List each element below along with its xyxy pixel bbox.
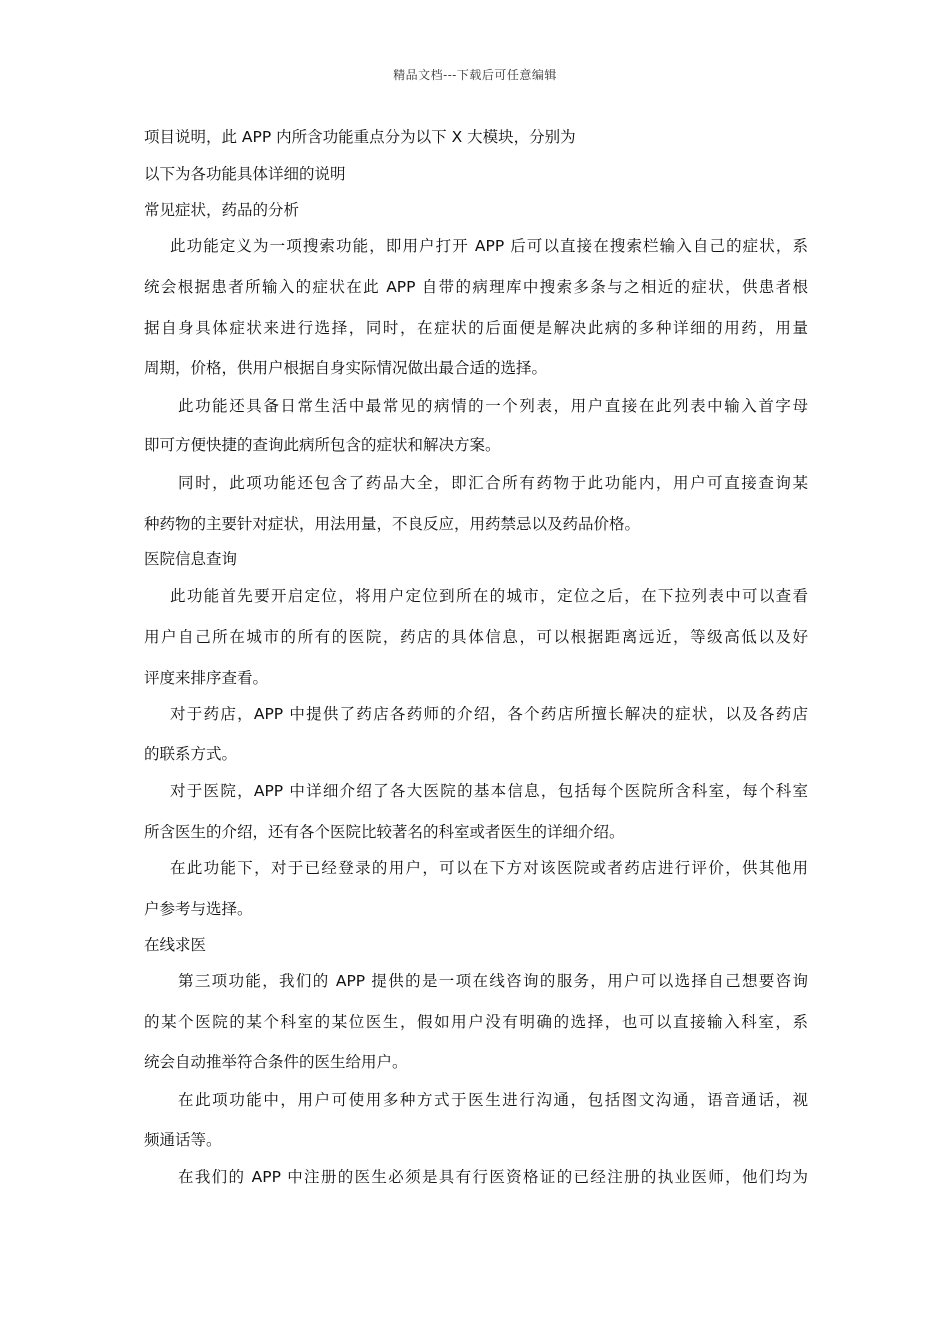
paragraph-line: 所含医生的介绍，还有各个医院比较著名的科室或者医生的详细介绍。: [144, 823, 625, 841]
paragraph-line: 此功能还具备日常生活中最常见的病情的一个列表，用户直接在此列表中输入首字母: [178, 397, 808, 415]
intro-subline: 以下为各功能具体详细的说明: [144, 165, 346, 183]
paragraph-line: 的联系方式。: [144, 745, 238, 763]
paragraph-line: 的某个医院的某个科室的某位医生，假如用户没有明确的选择，也可以直接输入科室，系: [144, 1013, 808, 1031]
section-heading: 在线求医: [144, 936, 207, 954]
section-heading: 常见症状，药品的分析: [144, 201, 300, 219]
paragraph-line: 统会根据患者所输入的症状在此 APP 自带的病理库中搜索多条与之相近的症状，供患者根: [144, 278, 808, 296]
page-header: 精品文档---下载后可任意编辑: [393, 68, 557, 82]
paragraph-line: 此功能首先要开启定位，将用户定位到所在的城市，定位之后，在下拉列表中可以查看: [170, 587, 808, 605]
paragraph-line: 评度来排序查看。: [144, 669, 269, 687]
paragraph-line: 同时，此项功能还包含了药品大全，即汇合所有药物于此功能内，用户可直接查询某: [178, 474, 808, 492]
paragraph-line: 频通话等。: [144, 1131, 222, 1149]
paragraph-line: 此功能定义为一项搜索功能，即用户打开 APP 后可以直接在搜索栏输入自己的症状，系: [170, 237, 808, 255]
paragraph-line: 对于医院，APP 中详细介绍了各大医院的基本信息，包括每个医院所含科室，每个科室: [170, 782, 808, 800]
section-heading: 医院信息查询: [144, 550, 238, 568]
paragraph-line: 在此项功能中，用户可使用多种方式于医生进行沟通，包括图文沟通，语音通话，视: [178, 1091, 808, 1109]
paragraph-line: 户参考与选择。: [144, 900, 253, 918]
paragraph-line: 在我们的 APP 中注册的医生必须是具有行医资格证的已经注册的执业医师，他们均为: [178, 1168, 808, 1186]
paragraph-line: 在此功能下，对于已经登录的用户，可以在下方对该医院或者药店进行评价，供其他用: [170, 859, 808, 877]
paragraph-line: 即可方便快捷的查询此病所包含的症状和解决方案。: [144, 436, 501, 454]
paragraph-line: 第三项功能，我们的 APP 提供的是一项在线咨询的服务，用户可以选择自己想要咨询: [178, 972, 808, 990]
paragraph-line: 统会自动推举符合条件的医生给用户。: [144, 1053, 408, 1071]
intro-line: 项目说明，此 APP 内所含功能重点分为以下 X 大模块，分别为: [144, 128, 576, 146]
paragraph-line: 对于药店，APP 中提供了药店各药师的介绍，各个药店所擅长解决的症状，以及各药店: [170, 705, 808, 723]
paragraph-line: 用户自己所在城市的所有的医院，药店的具体信息，可以根据距离远近，等级高低以及好: [144, 628, 808, 646]
paragraph-line: 据自身具体症状来进行选择，同时，在症状的后面便是解决此病的多种详细的用药，用量: [144, 319, 808, 337]
paragraph-line: 周期，价格，供用户根据自身实际情况做出最合适的选择。: [144, 359, 548, 377]
paragraph-line: 种药物的主要针对症状，用法用量，不良反应，用药禁忌以及药品价格。: [144, 515, 641, 533]
